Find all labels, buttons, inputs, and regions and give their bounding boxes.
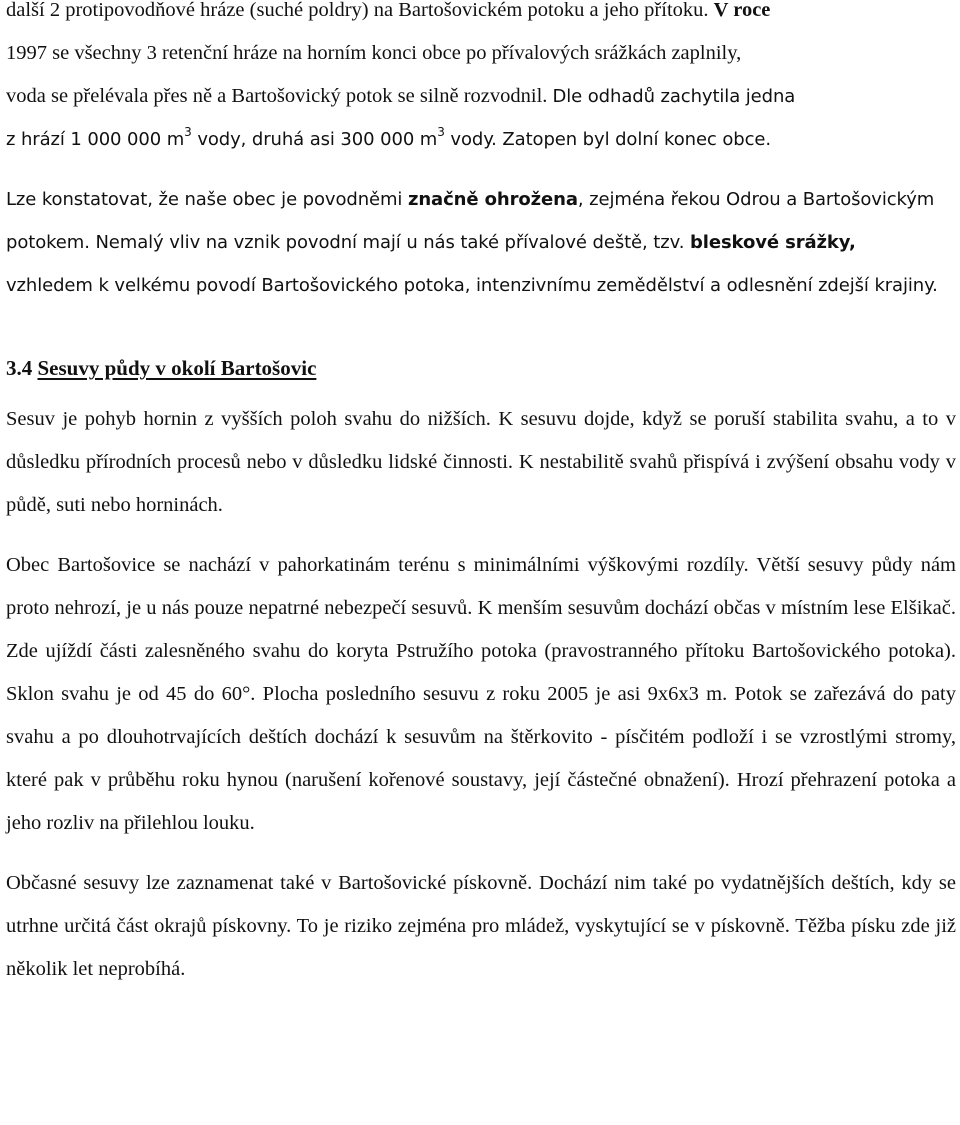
paragraph-bartosovice-landslides: Obec Bartošovice se nachází v pahorkatinám terénu s minimálními výškovými rozdíly. Větší sesuvy půdy nám proto nehrozí, je u nás pouze nepatrné nebezpečí sesuvů. K menším sesuvům dochází občas v místním lese Elšikač. Zde ujíždí části zalesněného svahu do koryta Pstružího potoka (pravostranného přítoku Bartošovického potoka). Sklon svahu je od 45 do 60°. Plocha posledního sesuvu z roku 2005 je asi 9x6x3 m. Potok se zařezává do paty svahu a po dlouhotrvajících deštích dochází k sesuvům na štěrkovito - písčitém podloží i se vzrostlými stromy, které pak v průběhu roku hynou (narušení kořenové soustavy, její částečné obnažení). Hrozí přehrazení potoka a jeho rozliv na přilehlou louku. bbox=[6, 554, 956, 834]
bold-text: značně ohrožena bbox=[407, 189, 578, 210]
text-span: další 2 protipovodňové hráze (suché poldry) na Bartošovickém potoku a jeho přítoku. bbox=[6, 0, 709, 21]
paragraph-flood-1997 bbox=[6, 0, 956, 161]
paragraph-landslide-definition: Sesuv je pohyb hornin z vyšších poloh svahu do nižších. K sesuvu dojde, když se poruší stabilita svahu, a to v důsledku přírodních procesů nebo v důsledku lidské činnosti. K nestabilitě svahů přispívá i zvýšení obsahu vody v půdě, suti nebo horninách. bbox=[6, 408, 956, 516]
bold-text: V roce bbox=[713, 0, 771, 21]
section-number: 3.4 bbox=[6, 356, 33, 380]
bold-text: bleskové srážky, bbox=[689, 232, 856, 253]
text-span: z hrází 1 000 000 $m^3$ vody, druhá asi 300 000 $m^3$ vody. Zatopen byl dolní konec obce. bbox=[6, 125, 771, 150]
text-span: Lze konstatovat, že naše obec je povodněmi bbox=[6, 189, 408, 210]
paragraph-flood-risk bbox=[6, 178, 948, 307]
text-span: , zejména řekou Odrou a Bartošovickým potokem. Nemalý vliv na vznik povodní mají u nás také přívalové deště, tzv. bbox=[6, 189, 935, 253]
paragraph-sandpit: Občasné sesuvy lze zaznamenat také v Bartošovické pískovně. Dochází nim také po vydatnějších deštích, kdy se utrhne určitá část okrajů pískovny. To je riziko zejména pro mládež, vyskytující se v pískovně. Těžba písku zde již několik let neprobíhá. bbox=[6, 872, 956, 980]
document-page bbox=[6, 0, 956, 991]
text-span: Dle odhadů zachytila jedna bbox=[552, 86, 796, 107]
text-span: 1997 se všechny 3 retenční hráze na horním konci obce po přívalových srážkách zaplnily, bbox=[6, 42, 742, 64]
section-title: Sesuvy půdy v okolí Bartošovic bbox=[37, 356, 317, 380]
section-heading bbox=[6, 347, 956, 390]
text-span: voda se přelévala přes ně a Bartošovický potok se silně rozvodnil. bbox=[6, 85, 548, 107]
text-span: vzhledem k velkému povodí Bartošovického potoka, intenzivnímu zemědělství a odlesnění zdejší krajiny. bbox=[6, 275, 938, 296]
